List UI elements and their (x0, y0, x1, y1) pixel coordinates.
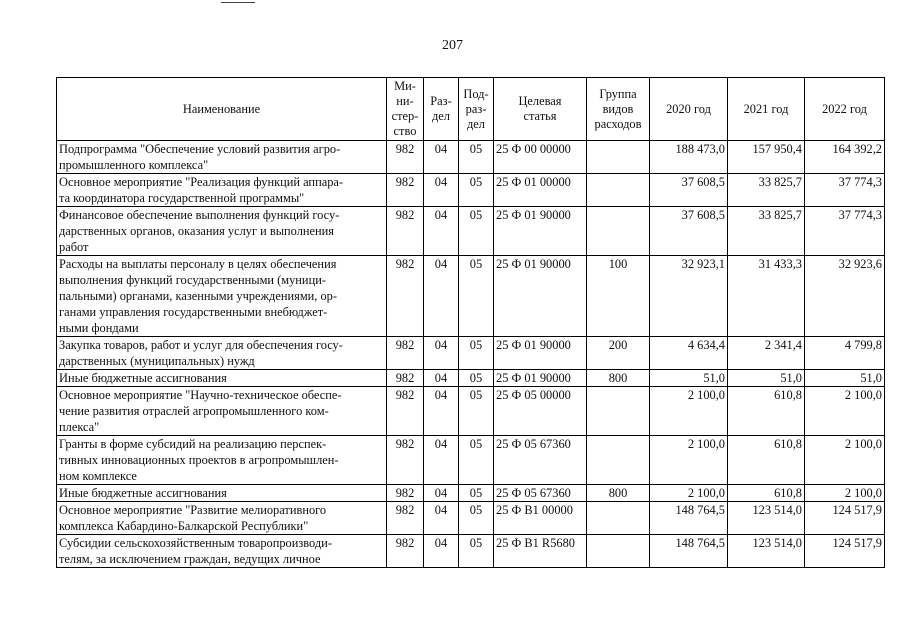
cell-y2022: 164 392,2 (805, 141, 885, 174)
cell-name: Основное мероприятие "Реализация функций аппара- та координатора государственной программы" (57, 174, 387, 207)
cell-y2020: 2 100,0 (650, 436, 728, 485)
cell-y2021: 2 341,4 (728, 337, 805, 370)
cell-y2021: 33 825,7 (728, 207, 805, 256)
cell-y2020: 37 608,5 (650, 207, 728, 256)
cell-y2020: 37 608,5 (650, 174, 728, 207)
cell-target: 25 Ф В1 00000 (494, 502, 587, 535)
column-header-y2022: 2022 год (805, 78, 885, 141)
cell-exp-group: 100 (587, 256, 650, 337)
column-header-exp_group: Группа видов расходов (587, 78, 650, 141)
cell-exp-group: 800 (587, 370, 650, 387)
cell-subsection: 05 (459, 485, 494, 502)
cell-subsection: 05 (459, 387, 494, 436)
top-scan-mark (221, 0, 255, 3)
cell-y2022: 124 517,9 (805, 502, 885, 535)
cell-target: 25 Ф 05 00000 (494, 387, 587, 436)
cell-y2021: 157 950,4 (728, 141, 805, 174)
cell-section: 04 (424, 174, 459, 207)
header-row (57, 78, 885, 141)
cell-subsection: 05 (459, 337, 494, 370)
cell-y2022: 37 774,3 (805, 207, 885, 256)
cell-ministry: 982 (387, 370, 424, 387)
cell-y2022: 4 799,8 (805, 337, 885, 370)
cell-exp-group (587, 141, 650, 174)
cell-y2022: 2 100,0 (805, 485, 885, 502)
column-header-y2020: 2020 год (650, 78, 728, 141)
cell-y2022: 37 774,3 (805, 174, 885, 207)
cell-target: 25 Ф 05 67360 (494, 485, 587, 502)
budget-table (56, 77, 885, 568)
table-row (57, 535, 885, 568)
cell-ministry: 982 (387, 141, 424, 174)
cell-name: Финансовое обеспечение выполнения функций госу- дарственных органов, оказания услуг и выполнения работ (57, 207, 387, 256)
cell-target: 25 Ф 01 90000 (494, 370, 587, 387)
cell-name: Гранты в форме субсидий на реализацию перспек- тивных инновационных проектов в агропромышлен- ном комплексе (57, 436, 387, 485)
cell-name: Основное мероприятие "Научно-техническое обеспе- чение развития отраслей агропромышленного ком- плекса" (57, 387, 387, 436)
cell-y2020: 148 764,5 (650, 502, 728, 535)
cell-y2022: 2 100,0 (805, 436, 885, 485)
cell-exp-group: 200 (587, 337, 650, 370)
cell-subsection: 05 (459, 535, 494, 568)
table-row (57, 502, 885, 535)
cell-subsection: 05 (459, 502, 494, 535)
cell-name: Основное мероприятие "Развитие мелиоративного комплекса Кабардино-Балкарской Республики" (57, 502, 387, 535)
cell-ministry: 982 (387, 485, 424, 502)
cell-y2022: 2 100,0 (805, 387, 885, 436)
cell-exp-group (587, 207, 650, 256)
cell-target: 25 Ф В1 R5680 (494, 535, 587, 568)
table-row (57, 337, 885, 370)
cell-ministry: 982 (387, 436, 424, 485)
cell-name: Иные бюджетные ассигнования (57, 370, 387, 387)
cell-exp-group (587, 535, 650, 568)
cell-section: 04 (424, 256, 459, 337)
table-row (57, 256, 885, 337)
cell-ministry: 982 (387, 256, 424, 337)
table-row (57, 387, 885, 436)
cell-name: Расходы на выплаты персоналу в целях обеспечения выполнения функций государственными (муници- пальными) органами, казенными учреждениями, ор- ганами управления государственными внебюджет- ными фондами (57, 256, 387, 337)
table-row (57, 207, 885, 256)
cell-y2022: 51,0 (805, 370, 885, 387)
cell-y2021: 51,0 (728, 370, 805, 387)
cell-y2020: 51,0 (650, 370, 728, 387)
cell-name: Иные бюджетные ассигнования (57, 485, 387, 502)
cell-section: 04 (424, 141, 459, 174)
cell-y2021: 610,8 (728, 485, 805, 502)
cell-section: 04 (424, 207, 459, 256)
page-number: 207 (442, 38, 463, 53)
cell-subsection: 05 (459, 256, 494, 337)
cell-subsection: 05 (459, 207, 494, 256)
cell-target: 25 Ф 01 90000 (494, 337, 587, 370)
cell-name: Подпрограмма "Обеспечение условий развития агро- промышленного комплекса" (57, 141, 387, 174)
cell-section: 04 (424, 436, 459, 485)
cell-y2022: 32 923,6 (805, 256, 885, 337)
cell-y2020: 188 473,0 (650, 141, 728, 174)
cell-y2021: 123 514,0 (728, 502, 805, 535)
cell-target: 25 Ф 01 90000 (494, 256, 587, 337)
cell-ministry: 982 (387, 174, 424, 207)
cell-y2022: 124 517,9 (805, 535, 885, 568)
cell-y2020: 32 923,1 (650, 256, 728, 337)
table-row (57, 485, 885, 502)
cell-subsection: 05 (459, 141, 494, 174)
cell-subsection: 05 (459, 174, 494, 207)
cell-y2020: 2 100,0 (650, 387, 728, 436)
cell-ministry: 982 (387, 337, 424, 370)
column-header-target: Целевая статья (494, 78, 587, 141)
cell-y2021: 33 825,7 (728, 174, 805, 207)
cell-section: 04 (424, 370, 459, 387)
cell-ministry: 982 (387, 207, 424, 256)
table-row (57, 436, 885, 485)
cell-exp-group (587, 502, 650, 535)
cell-y2021: 123 514,0 (728, 535, 805, 568)
cell-target: 25 Ф 01 00000 (494, 174, 587, 207)
cell-name: Закупка товаров, работ и услуг для обеспечения госу- дарственных (муниципальных) нужд (57, 337, 387, 370)
cell-target: 25 Ф 01 90000 (494, 207, 587, 256)
cell-exp-group (587, 387, 650, 436)
cell-ministry: 982 (387, 535, 424, 568)
column-header-section: Раз- дел (424, 78, 459, 141)
table-body (57, 141, 885, 568)
cell-subsection: 05 (459, 370, 494, 387)
cell-section: 04 (424, 535, 459, 568)
cell-ministry: 982 (387, 502, 424, 535)
cell-section: 04 (424, 387, 459, 436)
cell-target: 25 Ф 00 00000 (494, 141, 587, 174)
cell-target: 25 Ф 05 67360 (494, 436, 587, 485)
column-header-y2021: 2021 год (728, 78, 805, 141)
cell-exp-group (587, 174, 650, 207)
column-header-ministry: Ми- ни- стер- ство (387, 78, 424, 141)
cell-y2021: 610,8 (728, 436, 805, 485)
table-header (57, 78, 885, 141)
cell-y2020: 2 100,0 (650, 485, 728, 502)
cell-section: 04 (424, 337, 459, 370)
table-row (57, 141, 885, 174)
cell-y2020: 4 634,4 (650, 337, 728, 370)
cell-name: Субсидии сельскохозяйственным товаропроизводи- телям, за исключением граждан, ведущих личное (57, 535, 387, 568)
cell-y2020: 148 764,5 (650, 535, 728, 568)
table-row (57, 370, 885, 387)
cell-section: 04 (424, 502, 459, 535)
table-row (57, 174, 885, 207)
column-header-name: Наименование (57, 78, 387, 141)
column-header-subsection: Под- раз- дел (459, 78, 494, 141)
cell-exp-group (587, 436, 650, 485)
cell-exp-group: 800 (587, 485, 650, 502)
cell-section: 04 (424, 485, 459, 502)
cell-y2021: 610,8 (728, 387, 805, 436)
cell-subsection: 05 (459, 436, 494, 485)
cell-y2021: 31 433,3 (728, 256, 805, 337)
cell-ministry: 982 (387, 387, 424, 436)
